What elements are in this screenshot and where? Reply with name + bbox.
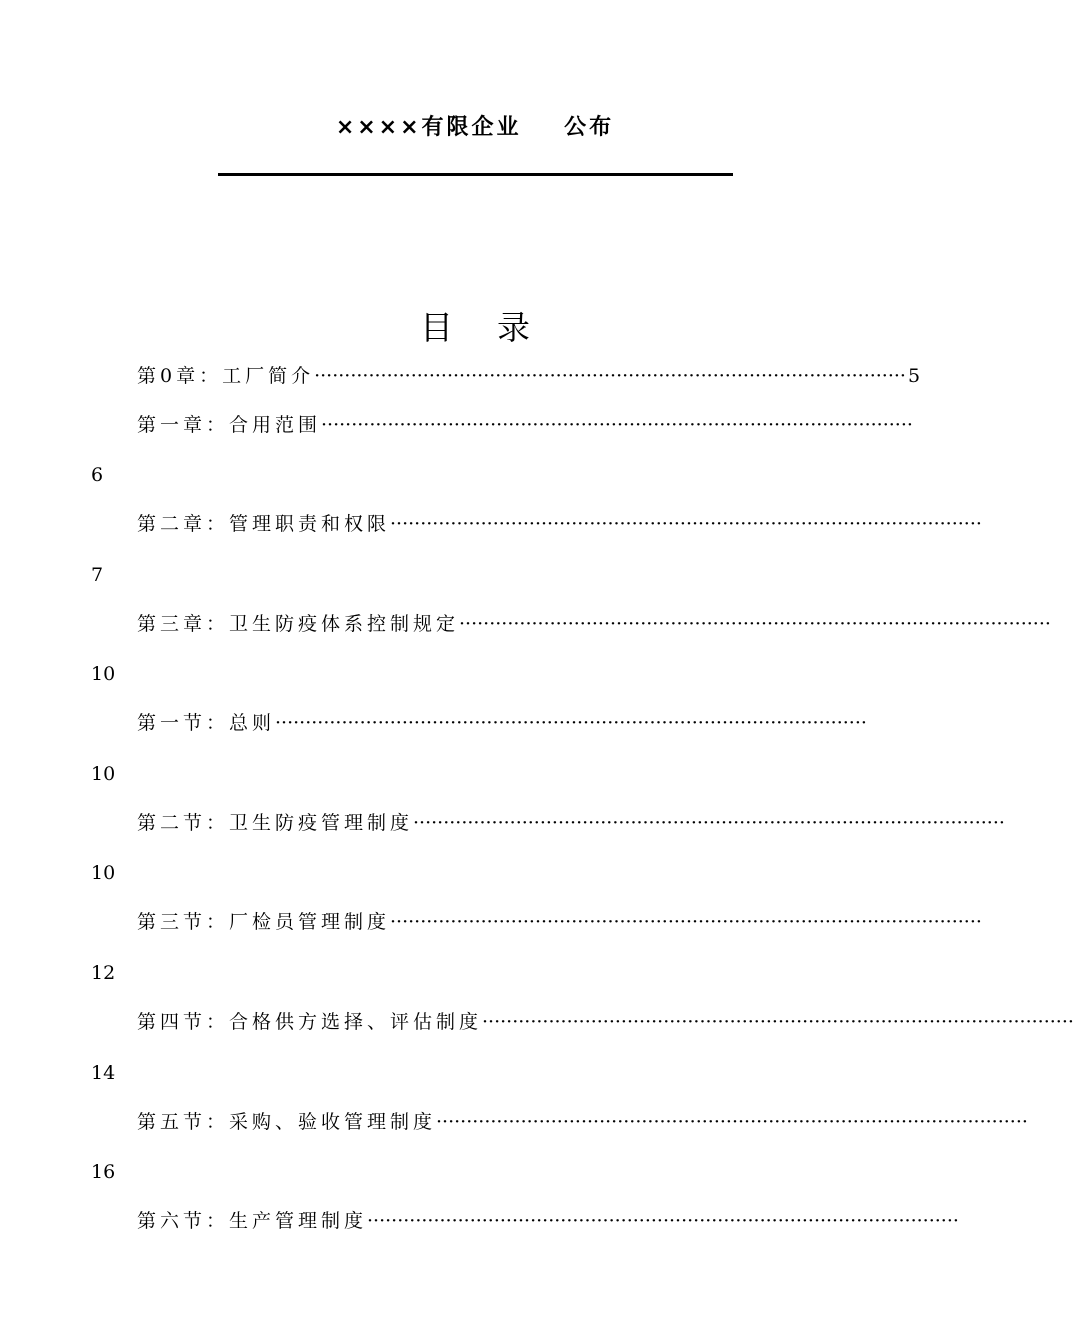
- toc-title: 目录: [420, 308, 574, 347]
- toc-entry-section-1[interactable]: [137, 708, 867, 738]
- toc-entry-page: 10: [91, 862, 116, 884]
- toc-entry-label: 第0章：工厂简介: [137, 365, 315, 387]
- toc-dot-leader: ··································································································: [390, 513, 982, 535]
- toc-entry-chapter-0[interactable]: [137, 361, 921, 391]
- toc-entry-section-5[interactable]: [137, 1107, 1028, 1137]
- toc-entry-page: 6: [91, 464, 104, 486]
- toc-entry-label: 第五节：采购、验收管理制度: [137, 1111, 437, 1133]
- toc-entry-label: 第一节：总则: [137, 712, 276, 734]
- header-divider: [218, 173, 733, 176]
- toc-entry-page: 12: [91, 962, 116, 984]
- toc-entry-section-6[interactable]: [137, 1206, 959, 1236]
- toc-entry-page: 14: [91, 1062, 116, 1084]
- toc-entry-chapter-3[interactable]: [137, 609, 1051, 639]
- toc-dot-leader: ··································································································: [413, 812, 1005, 834]
- toc-entry-page: 16: [91, 1161, 116, 1183]
- toc-entry-section-4[interactable]: [137, 1007, 1074, 1037]
- toc-entry-label: 第三章：卫生防疫体系控制规定: [137, 613, 460, 635]
- toc-entry-label: 第二章：管理职责和权限: [137, 513, 391, 535]
- toc-entry-page: 5: [907, 365, 921, 387]
- toc-entry-label: 第六节：生产管理制度: [137, 1210, 368, 1232]
- toc-entry-label: 第三节：厂检员管理制度: [137, 911, 391, 933]
- toc-entry-chapter-1[interactable]: [137, 410, 913, 440]
- toc-dot-leader: ··································································································: [436, 1111, 1028, 1133]
- toc-dot-leader: ··································································································: [275, 712, 867, 734]
- toc-dot-leader: ··································································································: [482, 1011, 1074, 1033]
- company-publish-title: ××××有限企业 公布: [335, 115, 615, 140]
- toc-dot-leader: ··································································································: [390, 911, 982, 933]
- toc-entry-page: 7: [91, 564, 104, 586]
- toc-entry-section-2[interactable]: [137, 808, 1005, 838]
- toc-dot-leader: ··································································································: [314, 365, 906, 387]
- toc-entry-label: 第四节：合格供方选择、评估制度: [137, 1011, 483, 1033]
- toc-dot-leader: ··································································································: [459, 613, 1051, 635]
- toc-entry-section-3[interactable]: [137, 907, 982, 937]
- toc-entry-chapter-2[interactable]: [137, 509, 982, 539]
- toc-entry-label: 第一章：合用范围: [137, 414, 322, 436]
- toc-entry-page: 10: [91, 763, 116, 785]
- toc-entry-page: 10: [91, 663, 116, 685]
- toc-dot-leader: ··································································································: [321, 414, 913, 436]
- toc-dot-leader: ··································································································: [367, 1210, 959, 1232]
- toc-entry-label: 第二节：卫生防疫管理制度: [137, 812, 414, 834]
